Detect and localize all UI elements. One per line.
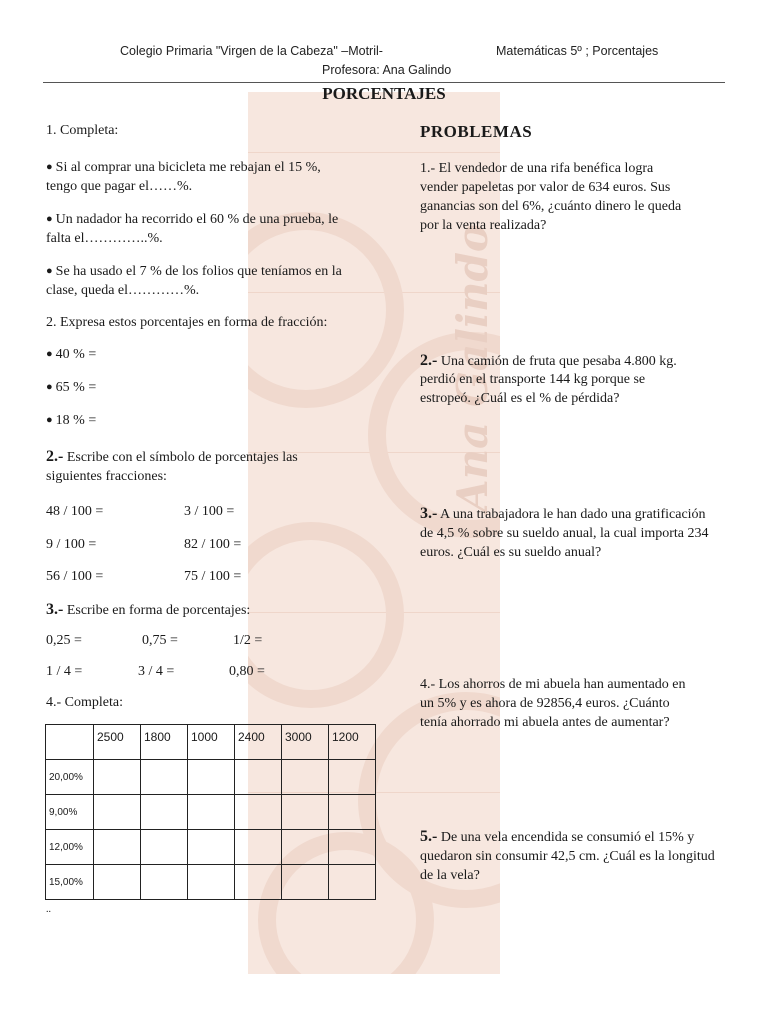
table-row [46,725,376,760]
table-corner-cell [46,725,94,760]
table-cell[interactable] [94,865,141,900]
problem-1-line: vender papeletas por valor de 634 euros. Sus [420,180,671,195]
ex2-item-2: ● 65 % = [46,380,97,395]
problem-1-line: por la venta realizada? [420,218,547,233]
ex3-cell: 3 / 100 = [184,504,235,519]
bullet-icon: ● [46,348,53,360]
table-row-label: 9,00% [46,795,94,830]
header-teacher: Profesora: Ana Galindo [322,63,452,77]
table-cell[interactable] [141,865,188,900]
table-cell[interactable] [235,760,282,795]
problem-1-line: 1.- El vendedor de una rifa benéfica logra [420,161,654,176]
table-cell[interactable] [235,830,282,865]
ex1-item-1-cont: tengo que pagar el……%. [46,179,193,194]
ex4-heading: 3.- Escribe en forma de porcentajes: [46,601,251,618]
table-cell[interactable] [329,760,376,795]
header-school: Colegio Primaria "Virgen de la Cabeza" –Motril- [120,44,383,58]
table-row [46,760,376,795]
table-row [46,830,376,865]
table-cell[interactable] [94,830,141,865]
table-row [46,795,376,830]
problem-2-line: perdió en el transporte 144 kg porque se [420,372,646,387]
table-row-label: 20,00% [46,760,94,795]
bullet-icon: ● [46,213,53,225]
table-header-cell: 1000 [188,725,235,760]
table-cell[interactable] [188,830,235,865]
problem-5-text: 5.- De una vela encendida se consumió el 15% y quedaron sin consumir 42,5 cm. ¿Cuál es la longitud de la vela? [420,828,715,883]
problem-1-line: ganancias son del 6%, ¿cuánto dinero le queda [420,199,682,214]
problem-2-line: estropeó. ¿Cuál es el % de pérdida? [420,391,620,406]
ex4-cell: 0,80 = [229,664,265,679]
bullet-icon: ● [46,161,53,173]
table-cell[interactable] [141,795,188,830]
percentage-table [45,724,376,900]
table-cell[interactable] [235,795,282,830]
ex4-cell: 1/2 = [233,633,263,648]
page-title: PORCENTAJES [322,84,446,103]
table-cell[interactable] [329,830,376,865]
table-cell[interactable] [282,760,329,795]
bullet-icon: ● [46,381,53,393]
ex3-heading-cont: siguientes fracciones: [46,469,167,484]
table-cell[interactable] [235,865,282,900]
ex2-item-1: ● 40 % = [46,347,97,362]
table-cell[interactable] [329,795,376,830]
trailing-dots: .. [46,904,51,915]
ex3-cell: 75 / 100 = [184,569,242,584]
table-cell[interactable] [141,830,188,865]
table-cell[interactable] [282,795,329,830]
table-cell[interactable] [329,865,376,900]
table-row [46,865,376,900]
problem-4-line: tenía ahorrado mi abuela antes de aumentar? [420,715,670,730]
ex3-cell: 48 / 100 = [46,504,104,519]
table-cell[interactable] [282,830,329,865]
problem-2-line: 2.- Una camión de fruta que pesaba 4.800 kg. [420,352,677,369]
table-header-cell: 1200 [329,725,376,760]
ex3-cell: 82 / 100 = [184,537,242,552]
ex3-cell: 9 / 100 = [46,537,97,552]
ex5-heading: 4.- Completa: [46,695,123,710]
table-cell[interactable] [282,865,329,900]
ex1-item-3: ● Se ha usado el 7 % de los folios que teníamos en la [46,264,342,279]
ex1-heading: 1. Completa: [46,123,119,138]
ex4-cell: 3 / 4 = [138,664,175,679]
header-divider [43,82,725,83]
table-header-cell: 3000 [282,725,329,760]
ex4-cell: 0,75 = [142,633,178,648]
ex3-cell: 56 / 100 = [46,569,104,584]
table-row-label: 15,00% [46,865,94,900]
table-header-cell: 2400 [235,725,282,760]
problem-4-line: 4.- Los ahorros de mi abuela han aumentado en [420,677,686,692]
problem-4-line: un 5% y es ahora de 92856,4 euros. ¿Cuánto [420,696,670,711]
table-header-cell: 1800 [141,725,188,760]
watermark-signature: Ana Galindo [448,224,497,512]
table-cell[interactable] [188,865,235,900]
problem-3-text: 3.- A una trabajadora le han dado una gratificación de 4,5 % sobre su sueldo anual, la cual importa 234 euros. ¿Cuál es su sueldo anual? [420,505,709,560]
ex4-cell: 0,25 = [46,633,82,648]
header-subject: Matemáticas 5º ; Porcentajes [496,44,659,58]
ex2-heading: 2. Expresa estos porcentajes en forma de fracción: [46,315,328,330]
ex4-cell: 1 / 4 = [46,664,83,679]
table-cell[interactable] [188,795,235,830]
bullet-icon: ● [46,414,53,426]
ex3-heading: 2.- Escribe con el símbolo de porcentajes las [46,448,298,465]
problems-title: PROBLEMAS [420,122,533,141]
ex2-item-3: ● 18 % = [46,413,97,428]
ex1-item-3-cont: clase, queda el…………%. [46,283,200,298]
table-cell[interactable] [94,760,141,795]
table-header-cell: 2500 [94,725,141,760]
ex1-item-2-cont: falta el…………..%. [46,231,163,246]
ex1-item-1: ● Si al comprar una bicicleta me rebajan el 15 %, [46,160,321,175]
table-cell[interactable] [188,760,235,795]
table-cell[interactable] [94,795,141,830]
table-row-label: 12,00% [46,830,94,865]
ex1-item-2: ● Un nadador ha recorrido el 60 % de una prueba, le [46,212,339,227]
bullet-icon: ● [46,265,53,277]
table-cell[interactable] [141,760,188,795]
